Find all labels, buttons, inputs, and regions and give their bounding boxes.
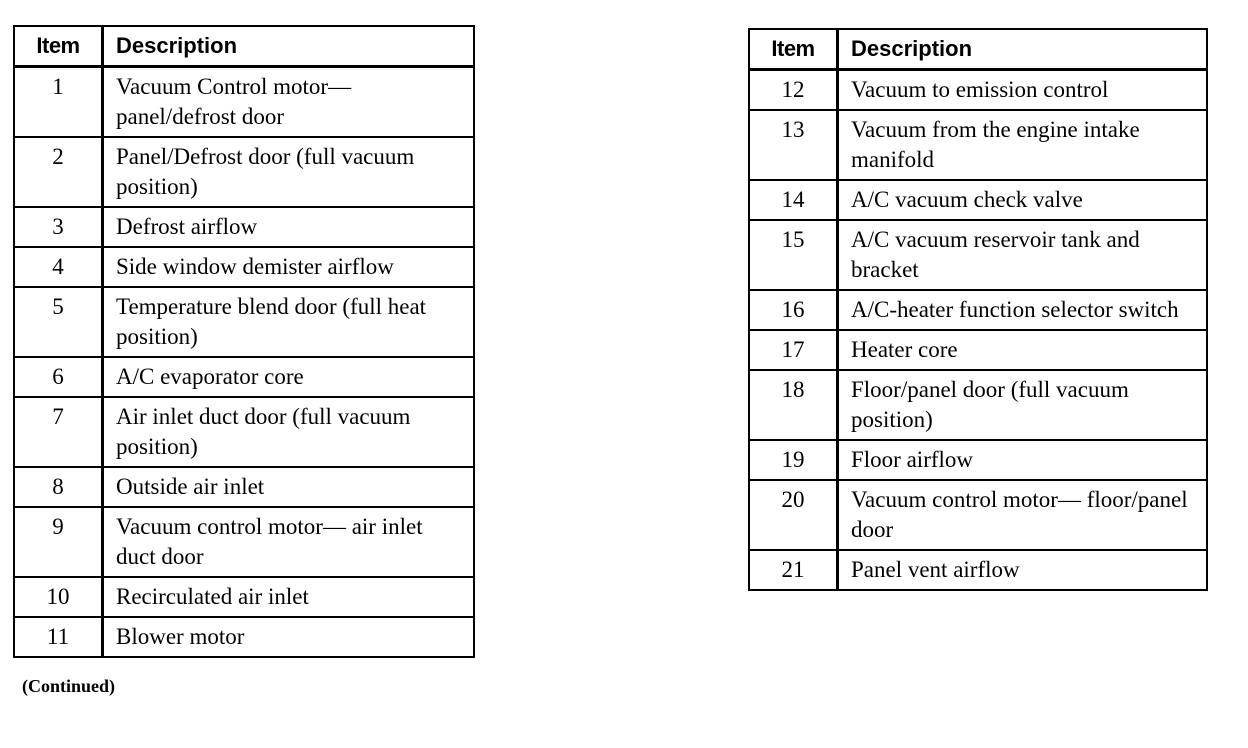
item-description: Heater core: [838, 330, 1208, 370]
table-header-row: [749, 29, 1207, 70]
item-column-header: Item: [14, 26, 103, 67]
description-column-header: Description: [838, 29, 1208, 70]
item-description: Panel/Defrost door (full vacuum position): [103, 137, 475, 207]
item-number: 20: [749, 480, 838, 550]
item-description: Floor airflow: [838, 440, 1208, 480]
table-row: [749, 110, 1207, 180]
legend-table-right: [748, 28, 1208, 591]
continued-note: (Continued): [22, 676, 116, 696]
table-row: [749, 220, 1207, 290]
item-number: 8: [14, 467, 103, 507]
legend-rows-left: [14, 67, 474, 658]
item-number: 9: [14, 507, 103, 577]
item-number: 2: [14, 137, 103, 207]
table-row: [14, 507, 474, 577]
table-row: [749, 370, 1207, 440]
table-row: [14, 207, 474, 247]
item-number: 6: [14, 357, 103, 397]
item-number: 18: [749, 370, 838, 440]
legend-table-left: [13, 25, 475, 658]
item-description: Side window demister airflow: [103, 247, 475, 287]
item-number: 1: [14, 67, 103, 138]
table-row: [749, 70, 1207, 111]
table-row: [14, 397, 474, 467]
item-number: 13: [749, 110, 838, 180]
table-row: [14, 357, 474, 397]
item-description: Vacuum control motor— air inlet duct door: [103, 507, 475, 577]
item-description: A/C evaporator core: [103, 357, 475, 397]
item-number: 10: [14, 577, 103, 617]
item-description: Vacuum to emission control: [838, 70, 1208, 111]
item-description: Vacuum Control motor— panel/defrost door: [103, 67, 475, 138]
item-number: 16: [749, 290, 838, 330]
table-row: [14, 247, 474, 287]
table-row: [749, 290, 1207, 330]
item-description: A/C vacuum reservoir tank and bracket: [838, 220, 1208, 290]
item-description: Vacuum from the engine intake manifold: [838, 110, 1208, 180]
table-row: [749, 180, 1207, 220]
item-description: Recirculated air inlet: [103, 577, 475, 617]
item-number: 12: [749, 70, 838, 111]
table-row: [14, 137, 474, 207]
item-description: A/C-heater function selector switch: [838, 290, 1208, 330]
item-description: Air inlet duct door (full vacuum position): [103, 397, 475, 467]
item-number: 17: [749, 330, 838, 370]
table-row: [14, 467, 474, 507]
table-row: [749, 550, 1207, 590]
table-row: [14, 577, 474, 617]
item-description: Panel vent airflow: [838, 550, 1208, 590]
item-description: Floor/panel door (full vacuum position): [838, 370, 1208, 440]
table-row: [749, 480, 1207, 550]
item-number: 15: [749, 220, 838, 290]
table-header-row: [14, 26, 474, 67]
item-description: A/C vacuum check valve: [838, 180, 1208, 220]
item-number: 5: [14, 287, 103, 357]
item-column-header: Item: [749, 29, 838, 70]
item-number: 19: [749, 440, 838, 480]
item-description: Blower motor: [103, 617, 475, 657]
item-number: 14: [749, 180, 838, 220]
item-description: Defrost airflow: [103, 207, 475, 247]
item-number: 3: [14, 207, 103, 247]
item-number: 21: [749, 550, 838, 590]
item-number: 4: [14, 247, 103, 287]
item-description: Outside air inlet: [103, 467, 475, 507]
description-column-header: Description: [103, 26, 475, 67]
table-row: [749, 330, 1207, 370]
table-row: [14, 67, 474, 138]
item-number: 7: [14, 397, 103, 467]
table-row: [14, 617, 474, 657]
item-number: 11: [14, 617, 103, 657]
item-description: Vacuum control motor— floor/panel door: [838, 480, 1208, 550]
legend-rows-right: [749, 70, 1207, 591]
item-description: Temperature blend door (full heat position): [103, 287, 475, 357]
table-row: [749, 440, 1207, 480]
table-row: [14, 287, 474, 357]
